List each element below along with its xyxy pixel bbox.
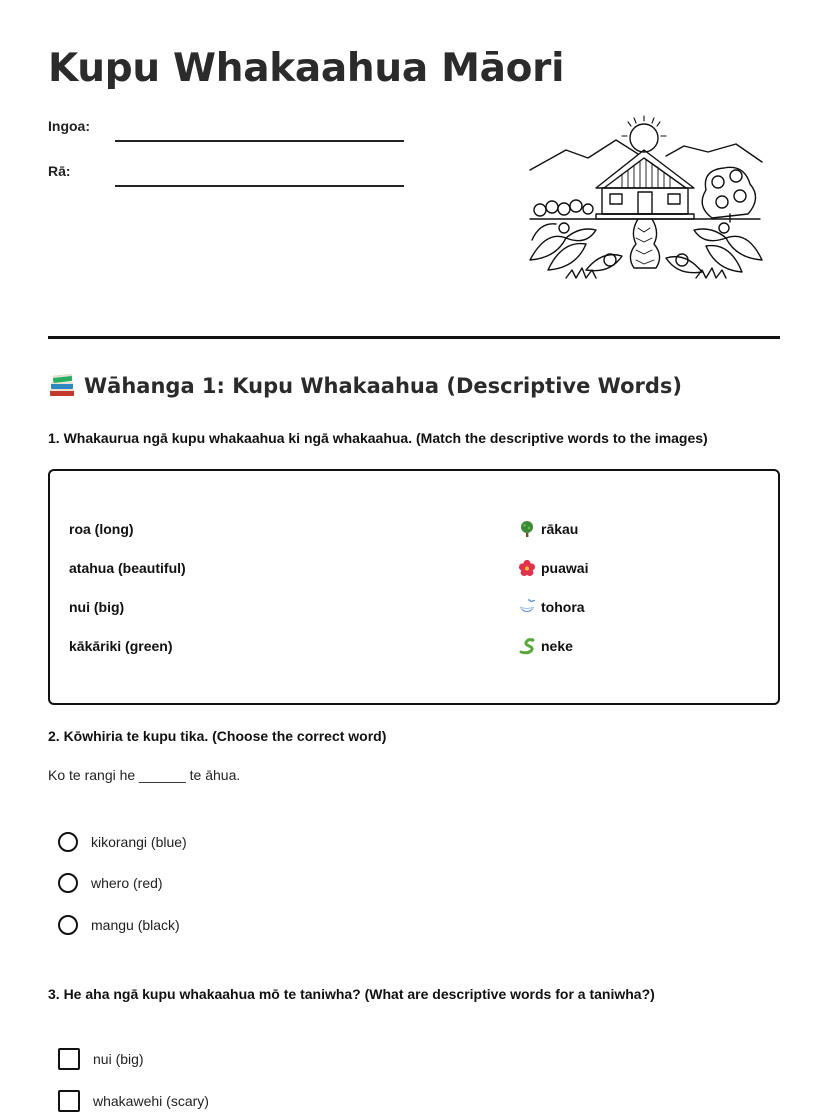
radio-button[interactable] [58,832,78,852]
match-image-item[interactable] [518,509,588,548]
option-nui[interactable] [58,1047,144,1071]
match-image-label: tohora [541,598,585,615]
match-image-label: rākau [541,520,579,537]
option-mangu[interactable] [58,913,180,937]
option-label: mangu (black) [91,917,180,933]
match-word[interactable]: kākāriki (green) [69,637,173,654]
hibiscus-icon [518,559,536,577]
match-image-item[interactable] [518,626,588,665]
question-3-prompt: 3. He aha ngā kupu whakaahua mō te taniwha? (What are descriptive words for a taniwha?) [48,986,655,1002]
question-2-prompt: 2. Kōwhiria te kupu tika. (Choose the correct word) [48,728,387,744]
question-2-sentence: Ko te rangi he ______ te āhua. [48,767,241,783]
radio-button[interactable] [58,873,78,893]
whale-icon [518,598,536,616]
page-title: Kupu Whakaahua Māori [48,46,565,91]
images-column [518,509,588,665]
name-writing-line[interactable] [115,140,404,142]
checkbox[interactable] [58,1048,80,1070]
option-label: kikorangi (blue) [91,834,187,850]
match-image-item[interactable] [518,548,588,587]
section-1-title-text: Wāhanga 1: Kupu Whakaahua (Descriptive Words) [84,374,682,398]
books-icon [48,373,76,399]
descriptive-words-column [69,509,186,665]
worksheet-page [48,0,780,1118]
date-writing-line[interactable] [115,185,404,187]
section-divider [48,336,780,339]
match-image-label: neke [541,637,573,654]
option-label: nui (big) [93,1051,144,1067]
name-field [48,118,408,148]
name-label: Ingoa: [48,118,90,134]
date-field [48,163,408,193]
house-landscape-illustration [526,110,766,285]
match-image-item[interactable] [518,587,588,626]
match-image-label: puawai [541,559,589,576]
match-word[interactable]: roa (long) [69,520,134,537]
snake-icon [518,637,536,655]
option-label: whero (red) [91,875,163,891]
option-whakawehi[interactable] [58,1089,209,1113]
match-word[interactable]: atahua (beautiful) [69,559,186,576]
option-whero[interactable] [58,871,163,895]
section-1-title [48,373,682,399]
question-1-prompt: 1. Whakaurua ngā kupu whakaahua ki ngā whakaahua. (Match the descriptive words to the images) [48,430,708,446]
option-kikorangi[interactable] [58,830,187,854]
match-word[interactable]: nui (big) [69,598,125,615]
matching-box [48,469,780,705]
option-label: whakawehi (scary) [93,1093,209,1109]
tree-icon [518,520,536,538]
date-label: Rā: [48,163,71,179]
radio-button[interactable] [58,915,78,935]
checkbox[interactable] [58,1090,80,1112]
